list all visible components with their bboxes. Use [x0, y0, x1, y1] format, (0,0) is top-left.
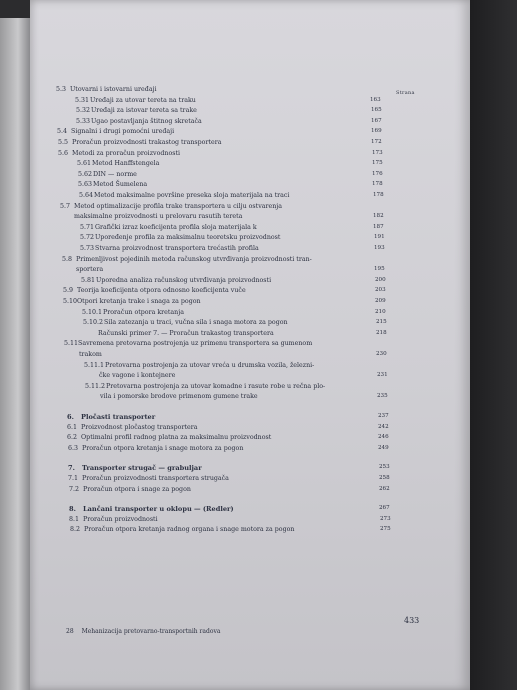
toc-entry-page: 195 — [374, 266, 385, 273]
toc-entry-page: 230 — [376, 351, 387, 357]
toc-entry-title: Metod optimalizacije profila trake transportera u cilju ostvarenja — [74, 202, 283, 210]
toc-entry-number: 6.3 — [68, 444, 79, 452]
toc-entry-number: 5.10 — [63, 298, 78, 305]
toc-entry-title: Računski primer 7. — Proračun trakastog transportera — [98, 329, 274, 337]
toc-entry-title: Savremena pretovarna postrojenja uz primenu transportera sa gumenom — [78, 340, 313, 348]
toc-entry-page: 191 — [374, 234, 385, 241]
toc-entry-title: maksimalne proizvodnosti u prelovaru rasutih tereta — [74, 213, 243, 221]
toc-entry-number: 8.2 — [70, 526, 81, 534]
toc-entry-title: Uređaji za utovar tereta na traku — [90, 96, 196, 104]
toc-entry-title: DIN — norme — [93, 170, 137, 178]
toc-entry-page: 258 — [379, 475, 390, 481]
toc-entry-page: 175 — [372, 160, 383, 167]
toc-entry-page: 267 — [379, 505, 390, 512]
toc-entry-number: 5.6 — [58, 149, 69, 157]
toc-entry-page: 193 — [374, 245, 385, 251]
toc-entry-title: Pločasti transporter — [81, 413, 156, 421]
toc-entry-title: Proračun otpora kretanja radnog organa i snage motora za pogon — [84, 526, 295, 534]
toc-entry-number: 5.81 — [81, 276, 96, 284]
toc-entry-number: 5.73 — [80, 245, 95, 252]
toc-entry-page: 187 — [373, 223, 384, 230]
toc-entry-page: 209 — [375, 298, 386, 304]
toc-entry-page: 273 — [380, 515, 391, 522]
toc-entry-page: 275 — [380, 526, 391, 533]
toc-entry-title: Proračun proizvodnosti transportera strugača — [82, 475, 229, 482]
toc-entry-title: Metod maksimalne površine preseka sloja materijala na traci — [94, 192, 290, 199]
toc-entry-title: Utovarni i istovarni uređaji — [70, 86, 157, 93]
toc-entry-page: 246 — [378, 434, 389, 441]
toc-entry-page: 163 — [370, 96, 381, 103]
toc-entry-number: 5.8 — [62, 255, 73, 263]
toc-entry-number: 5.9 — [63, 287, 74, 295]
toc-entry-page: 178 — [373, 192, 384, 198]
toc-entry-title: Ugao postavljanja štitnog skretača — [91, 117, 202, 125]
toc-entry-title: čke vagone i kontejnere — [99, 372, 176, 380]
toc-entry-number: 7.1 — [68, 475, 79, 482]
toc-entry-page: 237 — [378, 413, 389, 419]
toc-entry-title: Sila zatezanja u traci, vučna sila i snaga motora za pogon — [104, 319, 288, 327]
background-surface — [470, 0, 517, 690]
toc-entry-page: 242 — [378, 423, 389, 430]
toc-entry-title: vila i pomorske brodove primenom gumene trake — [100, 393, 258, 401]
toc-entry-title: Metod Hanffstengela — [92, 160, 160, 168]
toc-entry-number: 5.31 — [75, 96, 90, 104]
toc-entry-page: 167 — [371, 117, 382, 124]
toc-entry-number: 7.2 — [69, 485, 80, 493]
toc-entry-page: 249 — [378, 444, 389, 451]
toc-entry-number: 8.1 — [69, 515, 80, 523]
toc-entry-title: Otpori kretanja trake i snaga za pogon — [77, 298, 201, 305]
page-number: 433 — [404, 616, 420, 625]
toc-entry-title: sportera — [76, 266, 104, 274]
toc-entry-title: trakom — [79, 351, 102, 358]
toc-entry-number: 5.3 — [56, 86, 67, 93]
page-footer — [66, 628, 220, 635]
toc-entry-number: 5.64 — [79, 192, 94, 199]
toc-entry-page: 165 — [371, 107, 382, 114]
toc-entry-title: Primenljivost pojedinih metoda računskog utvrđivanja proizvodnosti tran- — [76, 255, 312, 263]
footer-title: Mehanizacija pretovarno-transportnih radova — [81, 628, 221, 635]
toc-entry-page: 172 — [371, 139, 382, 145]
toc-entry-number: 5.11 — [64, 340, 79, 348]
toc-entry-page: 176 — [372, 170, 383, 177]
toc-entry-number: 5.4 — [57, 128, 68, 136]
toc-entry-title: Proizvodnost pločastog transportera — [81, 423, 198, 431]
toc-entry-page: 182 — [373, 213, 384, 220]
toc-entry-number: 5.62 — [78, 170, 93, 178]
toc-entry-title: Proračun otpora kretanja — [103, 308, 184, 316]
toc-entry-title: Uporedna analiza računskog utvrđivanja proizvodnosti — [96, 276, 272, 284]
toc-entry-number: 5.11.1 — [84, 361, 105, 369]
toc-entry-title: Teorija koeficijenta otpora odnosno koeficijenta vuče — [77, 287, 246, 295]
toc-entry-page: 218 — [376, 329, 387, 336]
facing-page-edge — [0, 18, 30, 690]
toc-entry-title: Lančani transporter u oklopu — (Redler) — [83, 505, 234, 514]
toc-entry-number: 5.10.2 — [83, 319, 104, 327]
toc-entry-page: 203 — [375, 287, 386, 294]
toc-entry-number: 5.63 — [78, 181, 93, 189]
toc-entry-title: Stvarna proizvodnost transportera trećastih profila — [95, 245, 259, 252]
toc-entry-number: 5.11.2 — [85, 382, 106, 390]
toc-entry — [30, 486, 470, 498]
toc-entry-number: 6. — [67, 413, 74, 421]
toc-entry-page: 231 — [377, 372, 388, 379]
book-page — [30, 0, 470, 690]
toc-entry-title: Grafički izraz koeficijenta profila sloja materijala k — [95, 223, 257, 231]
toc-entry-title: Proračun otpora kretanja i snage motora za pogon — [82, 444, 244, 452]
toc-entry-title: Upoređenje profila za maksimalnu teoretsku proizvodnost — [95, 234, 281, 242]
toc-entry — [30, 526, 470, 538]
toc-entry-number: 5.61 — [77, 160, 92, 168]
toc-entry-number: 8. — [69, 505, 76, 514]
toc-entry-title: Pretovarna postrojenja za utovar vreća u drumska vozila, železni- — [105, 361, 315, 369]
toc-entry-number: 6.1 — [67, 423, 78, 431]
toc-entry-title: Metodi za proračun proizvodnosti — [72, 149, 181, 157]
footer-sheet-number: 28 — [66, 628, 74, 635]
toc-entry-page: 262 — [379, 485, 390, 492]
toc-entry-number: 7. — [68, 464, 75, 473]
toc-entry-title: Proračun proizvodnosti — [83, 515, 158, 523]
toc-entry-number: 5.7 — [60, 202, 71, 210]
toc-entry-number: 5.10.1 — [82, 308, 103, 316]
toc-entry-title: Metod Šumelena — [93, 181, 148, 189]
toc-entry-number: 5.71 — [80, 223, 95, 231]
toc-entry-page: 169 — [371, 128, 382, 135]
page-column-header: Strana — [396, 90, 415, 96]
toc-entry-page: 215 — [376, 319, 387, 326]
toc-entry-page: 235 — [377, 393, 388, 400]
toc-entry-title: Uređaji za istovar tereta sa trake — [91, 107, 197, 115]
toc-entry-page: 178 — [372, 181, 383, 188]
toc-entry-number: 5.5 — [58, 139, 69, 146]
toc-entry-number: 6.2 — [67, 434, 78, 442]
toc-entry-number: 5.32 — [76, 107, 91, 115]
toc-entry-page: 253 — [379, 464, 390, 471]
toc-entry-title: Proračun proizvodnosti trakastog transportera — [72, 139, 222, 146]
toc-entry — [30, 393, 470, 405]
toc-entry-page: 200 — [375, 276, 386, 283]
toc-entry — [30, 445, 470, 457]
toc-entry-title: Signalni i drugi pomoćni uređaji — [71, 128, 175, 136]
toc-entry-number: 5.72 — [80, 234, 95, 242]
toc-entry-title: Proračun otpora i snage za pogon — [83, 485, 191, 493]
toc-entry-title: Pretovarna postrojenja za utovar komadne i rasute robe u rečna plo- — [106, 382, 326, 390]
toc-entry-page: 173 — [372, 149, 383, 156]
toc-entry-title: Optimalni profil radnog platna za maksimalnu proizvodnost — [81, 434, 272, 442]
toc-entry-number: 5.33 — [76, 117, 91, 125]
toc-entry-title: Transporter strugač — grabuljar — [82, 464, 202, 473]
toc-entry-page: 210 — [375, 308, 386, 315]
